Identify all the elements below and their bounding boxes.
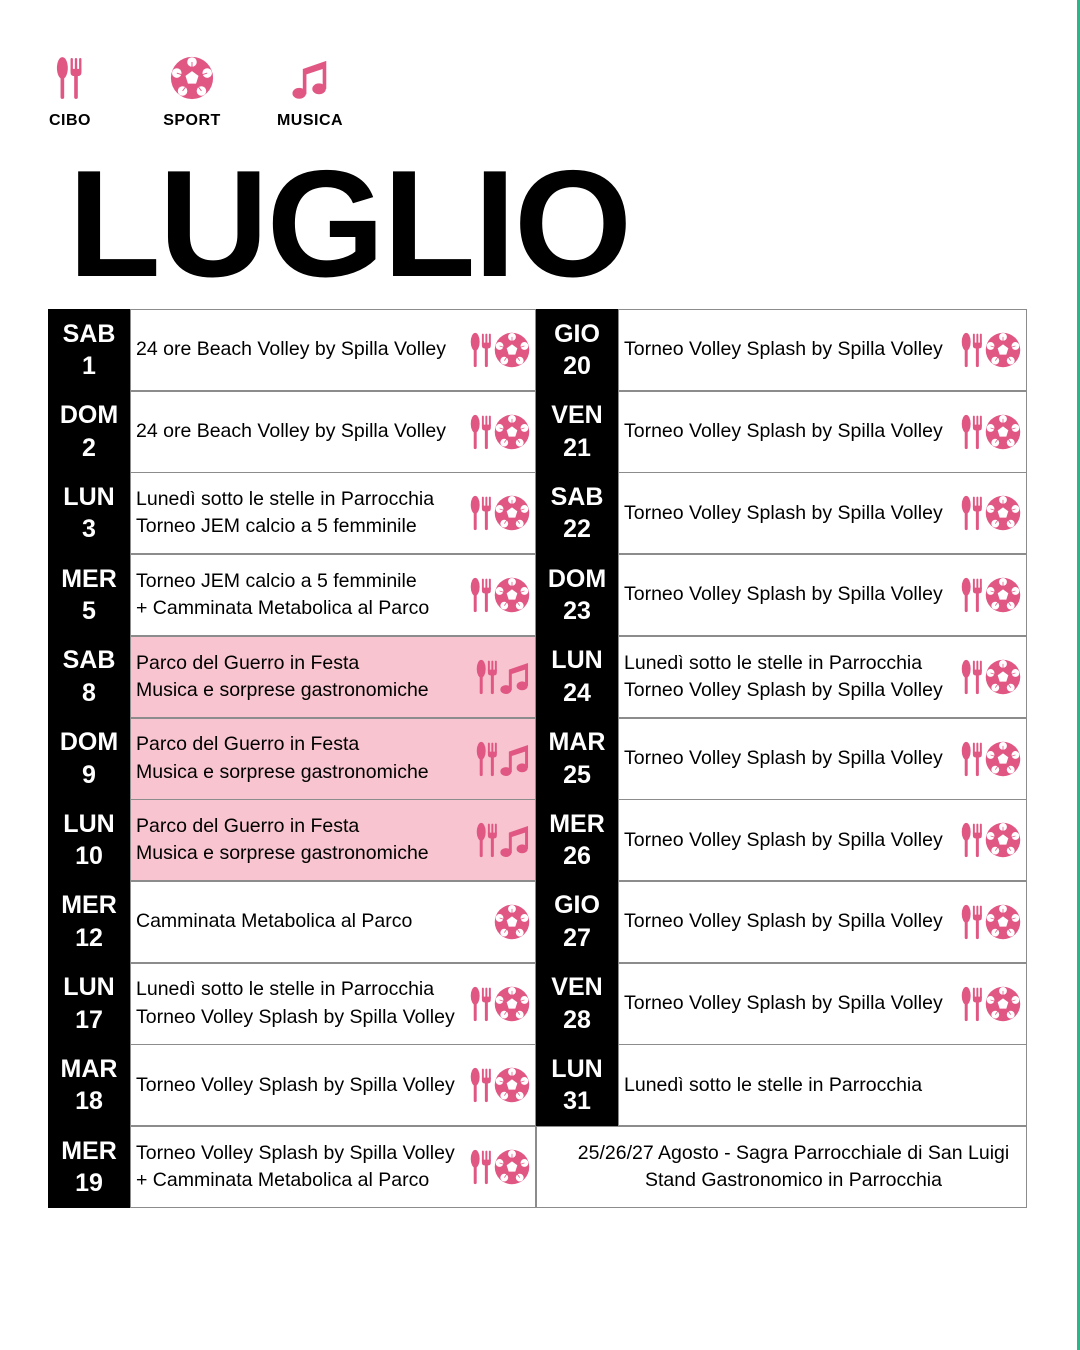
- event-cell: [130, 1126, 536, 1208]
- event-icons: [494, 904, 535, 940]
- day-number: 18: [75, 1087, 103, 1116]
- weekday: MER: [61, 891, 117, 920]
- calendar-row: [48, 1044, 536, 1126]
- event-description: [131, 418, 470, 445]
- event-icons: [470, 414, 535, 450]
- day-label: [536, 963, 618, 1045]
- fork-knife-icon: [470, 332, 492, 368]
- day-number: 26: [563, 842, 591, 871]
- event-line: Torneo Volley Splash by Spilla Volley: [624, 338, 943, 361]
- fork-knife-icon: [476, 659, 498, 695]
- legend-label: CIBO: [49, 112, 91, 129]
- event-line: Musica e sorprese gastronomiche: [136, 760, 429, 783]
- calendar-row: [536, 799, 1027, 881]
- calendar-row: [48, 1126, 536, 1208]
- event-icons: [961, 904, 1026, 940]
- fork-knife-icon: [470, 1067, 492, 1103]
- day-number: 3: [82, 515, 96, 544]
- event-cell: [618, 963, 1027, 1045]
- event-description: [619, 827, 961, 854]
- event-line: Torneo Volley Splash by Spilla Volley: [136, 1005, 455, 1028]
- soccer-ball-icon: [494, 1067, 530, 1103]
- event-line: Lunedì sotto le stelle in Parrocchia: [624, 1073, 923, 1096]
- event-icons: [961, 414, 1026, 450]
- event-description: [619, 908, 961, 935]
- fork-knife-icon: [961, 741, 983, 777]
- soccer-ball-icon: [985, 741, 1021, 777]
- event-icons: [961, 495, 1026, 531]
- soccer-ball-icon: [985, 986, 1021, 1022]
- fork-knife-icon: [470, 986, 492, 1022]
- event-cell: [130, 963, 536, 1045]
- soccer-ball-icon: [494, 414, 530, 450]
- weekday: MER: [549, 809, 605, 838]
- event-line: Lunedì sotto le stelle in Parrocchia: [136, 488, 435, 511]
- event-cell: [618, 309, 1027, 391]
- weekday: MER: [61, 1136, 117, 1165]
- day-number: 21: [563, 433, 591, 462]
- day-label: [48, 472, 130, 554]
- calendar-row: [48, 472, 536, 554]
- calendar-row: [48, 799, 536, 881]
- day-label: [536, 799, 618, 881]
- fork-knife-icon: [470, 1149, 492, 1185]
- legend-cibo: [15, 56, 125, 130]
- event-description: [131, 1072, 470, 1099]
- day-number: 28: [563, 1005, 591, 1034]
- weekday: VEN: [551, 401, 603, 430]
- legend-label: SPORT: [163, 112, 221, 129]
- fork-knife-icon: [961, 414, 983, 450]
- calendar-row: [48, 391, 536, 473]
- calendar-row: [536, 391, 1027, 473]
- legend-label: MUSICA: [276, 112, 344, 129]
- weekday: VEN: [551, 973, 603, 1002]
- event-icons: [476, 659, 535, 695]
- event-line: Torneo JEM calcio a 5 femminile: [136, 515, 417, 538]
- fork-knife-icon: [961, 822, 983, 858]
- event-line: Torneo Volley Splash by Spilla Volley: [624, 420, 943, 443]
- event-description: [619, 500, 961, 527]
- weekday: SAB: [62, 319, 116, 348]
- fork-knife-icon: [961, 904, 983, 940]
- event-cell: [618, 718, 1027, 800]
- day-number: 24: [563, 678, 591, 707]
- day-number: 23: [563, 597, 591, 626]
- event-line: Lunedì sotto le stelle in Parrocchia: [136, 978, 435, 1001]
- soccer-ball-icon: [985, 822, 1021, 858]
- soccer-ball-icon: [494, 904, 530, 940]
- calendar-row: [48, 554, 536, 636]
- event-cell: [130, 309, 536, 391]
- day-label: [48, 1126, 130, 1208]
- event-line: Torneo Volley Splash by Spilla Volley: [624, 746, 943, 769]
- calendar-row: [48, 881, 536, 963]
- event-icons: [470, 986, 535, 1022]
- soccer-ball-icon: [985, 577, 1021, 613]
- event-icons: [961, 822, 1026, 858]
- event-icons: [476, 822, 535, 858]
- legend-musica: [255, 56, 365, 130]
- soccer-ball-icon: [985, 332, 1021, 368]
- day-label: [536, 309, 618, 391]
- event-cell: [618, 391, 1027, 473]
- music-note-icon: [500, 741, 530, 777]
- day-number: 5: [82, 597, 96, 626]
- fork-knife-icon: [470, 495, 492, 531]
- soccer-ball-icon: [494, 986, 530, 1022]
- day-label: [48, 799, 130, 881]
- event-line: Musica e sorprese gastronomiche: [136, 842, 429, 865]
- event-description: [619, 990, 961, 1017]
- event-icons: [961, 332, 1026, 368]
- event-icons: [961, 741, 1026, 777]
- calendar-row: [536, 963, 1027, 1045]
- calendar-row: [536, 636, 1027, 718]
- event-cell: [130, 636, 536, 718]
- calendar-row: [536, 1044, 1027, 1126]
- soccer-ball-icon: [985, 495, 1021, 531]
- event-cell: [618, 799, 1027, 881]
- day-number: 12: [75, 923, 103, 952]
- event-description: [131, 486, 470, 541]
- event-description: [131, 813, 476, 868]
- fork-knife-icon: [470, 414, 492, 450]
- weekday: SAB: [550, 482, 604, 511]
- event-cell: [130, 472, 536, 554]
- event-cell: [618, 472, 1027, 554]
- weekday: GIO: [554, 319, 600, 348]
- event-icons: [470, 495, 535, 531]
- event-calendar: [48, 309, 1027, 1208]
- event-icons: [470, 577, 535, 613]
- day-label: [48, 636, 130, 718]
- day-label: [48, 963, 130, 1045]
- day-number: 9: [82, 760, 96, 789]
- day-label: [48, 554, 130, 636]
- soccer-ball-icon: [494, 577, 530, 613]
- event-description: [131, 336, 470, 363]
- calendar-row: [48, 718, 536, 800]
- event-line: Parco del Guerro in Festa: [136, 733, 360, 756]
- day-label: [536, 636, 618, 718]
- fork-knife-icon: [961, 577, 983, 613]
- day-number: 8: [82, 678, 96, 707]
- event-icons: [961, 577, 1026, 613]
- event-description: [619, 581, 961, 608]
- weekday: LUN: [63, 809, 115, 838]
- fork-knife-icon: [961, 659, 983, 695]
- event-line: + Camminata Metabolica al Parco: [136, 1169, 430, 1191]
- weekday: DOM: [547, 564, 607, 593]
- event-cell: [618, 636, 1027, 718]
- day-number: 10: [75, 842, 103, 871]
- music-note-icon: [500, 659, 530, 695]
- event-line: Torneo Volley Splash by Spilla Volley: [624, 501, 943, 524]
- weekday: LUN: [63, 973, 115, 1002]
- soccer-ball-icon: [985, 904, 1021, 940]
- sagra-note: [536, 1126, 1027, 1208]
- event-line: Torneo Volley Splash by Spilla Volley: [624, 828, 943, 851]
- event-cell: [618, 881, 1027, 963]
- music-note-icon: [255, 56, 365, 104]
- event-line: Parco del Guerro in Festa: [136, 814, 360, 837]
- day-label: [48, 1044, 130, 1126]
- day-label: [48, 718, 130, 800]
- weekday: MAR: [548, 728, 606, 756]
- event-icons: [470, 332, 535, 368]
- day-number: 25: [563, 760, 591, 789]
- day-label: [536, 1044, 618, 1126]
- event-line: Torneo Volley Splash by Spilla Volley: [136, 1073, 455, 1096]
- weekday: LUN: [551, 646, 603, 675]
- event-icons: [470, 1067, 535, 1103]
- day-number: 19: [75, 1169, 103, 1197]
- calendar-row: [536, 309, 1027, 391]
- calendar-row: [536, 718, 1027, 800]
- event-cell: [130, 554, 536, 636]
- event-cell: [130, 799, 536, 881]
- event-cell: [130, 718, 536, 800]
- day-label: [536, 391, 618, 473]
- music-note-icon: [500, 822, 530, 858]
- day-number: 17: [75, 1005, 103, 1034]
- calendar-row: [48, 963, 536, 1045]
- soccer-ball-icon: [985, 414, 1021, 450]
- event-line: Musica e sorprese gastronomiche: [136, 678, 429, 701]
- event-icons: [961, 986, 1026, 1022]
- event-cell: [618, 554, 1027, 636]
- event-description: [131, 650, 476, 705]
- day-label: [536, 472, 618, 554]
- event-cell: [130, 391, 536, 473]
- soccer-ball-icon: [985, 659, 1021, 695]
- day-label: [48, 309, 130, 391]
- event-line: Parco del Guerro in Festa: [136, 651, 360, 674]
- day-label: [536, 718, 618, 800]
- weekday: LUN: [63, 482, 115, 511]
- day-label: [48, 391, 130, 473]
- event-cell: [130, 881, 536, 963]
- soccer-ball-icon: [494, 495, 530, 531]
- event-line: Torneo Volley Splash by Spilla Volley: [624, 678, 943, 701]
- note-line: Stand Gastronomico in Parrocchia: [645, 1169, 942, 1191]
- page-title: LUGLIO: [68, 139, 631, 309]
- event-line: 24 ore Beach Volley by Spilla Volley: [136, 338, 447, 361]
- day-label: [536, 881, 618, 963]
- calendar-row: [48, 636, 536, 718]
- fork-knife-icon: [961, 986, 983, 1022]
- fork-knife-icon: [476, 822, 498, 858]
- day-number: 20: [563, 352, 591, 380]
- weekday: GIO: [554, 891, 600, 920]
- event-description: [131, 731, 476, 786]
- event-description: [131, 568, 470, 623]
- weekday: DOM: [59, 401, 119, 430]
- event-icons: [961, 659, 1026, 695]
- event-description: [619, 650, 961, 705]
- event-description: [619, 1072, 1021, 1099]
- legend-sport: [137, 56, 247, 130]
- fork-knife-icon: [961, 495, 983, 531]
- fork-knife-icon: [961, 332, 983, 368]
- weekday: MAR: [60, 1054, 118, 1083]
- event-description: [131, 976, 470, 1031]
- soccer-ball-icon: [137, 56, 247, 104]
- event-description: [619, 418, 961, 445]
- weekday: MER: [61, 564, 117, 593]
- calendar-row: [536, 554, 1027, 636]
- event-line: + Camminata Metabolica al Parco: [136, 597, 430, 620]
- day-label: [48, 881, 130, 963]
- note-line: 25/26/27 Agosto - Sagra Parrocchiale di San Luigi: [577, 1141, 1010, 1164]
- soccer-ball-icon: [494, 1149, 530, 1185]
- event-line: Torneo JEM calcio a 5 femminile: [136, 569, 417, 592]
- event-line: Torneo Volley Splash by Spilla Volley: [624, 991, 943, 1014]
- day-number: 31: [563, 1087, 591, 1116]
- calendar-row: [48, 309, 536, 391]
- fork-knife-icon: [15, 56, 125, 104]
- event-line: Torneo Volley Splash by Spilla Volley: [624, 583, 943, 606]
- event-description: [619, 336, 961, 363]
- weekday: DOM: [59, 728, 119, 756]
- event-icons: [470, 1149, 535, 1185]
- fork-knife-icon: [476, 741, 498, 777]
- event-line: Torneo Volley Splash by Spilla Volley: [136, 1141, 455, 1164]
- day-label: [536, 554, 618, 636]
- calendar-row: [536, 881, 1027, 963]
- weekday: SAB: [62, 646, 116, 675]
- day-number: 27: [563, 923, 591, 952]
- event-description: [131, 1140, 470, 1195]
- event-line: 24 ore Beach Volley by Spilla Volley: [136, 420, 447, 443]
- event-cell: [130, 1044, 536, 1126]
- event-line: Lunedì sotto le stelle in Parrocchia: [624, 651, 923, 674]
- day-number: 1: [82, 352, 96, 380]
- event-icons: [476, 741, 535, 777]
- fork-knife-icon: [470, 577, 492, 613]
- day-number: 22: [563, 515, 591, 544]
- event-description: [131, 908, 494, 935]
- event-line: Camminata Metabolica al Parco: [136, 910, 413, 933]
- weekday: LUN: [551, 1054, 603, 1083]
- day-number: 2: [82, 433, 96, 462]
- event-description: [619, 745, 961, 772]
- soccer-ball-icon: [494, 332, 530, 368]
- calendar-row: [536, 472, 1027, 554]
- event-line: Torneo Volley Splash by Spilla Volley: [624, 910, 943, 933]
- event-cell: [618, 1044, 1027, 1126]
